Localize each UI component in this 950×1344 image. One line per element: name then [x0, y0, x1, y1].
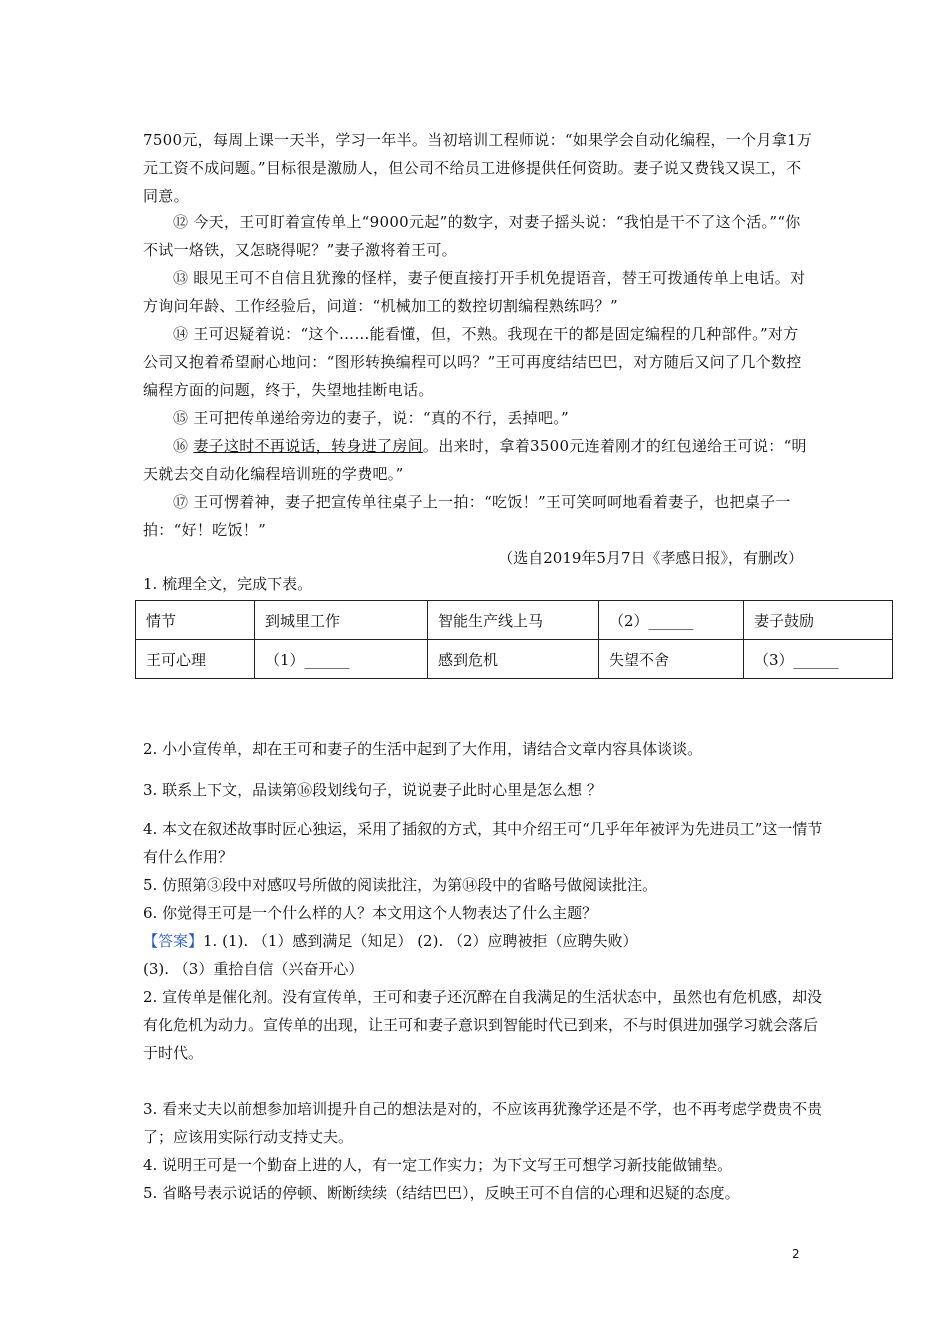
table-cell: （3）______	[744, 640, 893, 679]
table-cell: 妻子鼓励	[744, 601, 893, 640]
question-1: 1. 梳理全文，完成下表。	[143, 575, 313, 593]
table-cell: 王可心理	[136, 640, 255, 679]
question-4: 4. 本文在叙述故事时匠心独运，采用了插叙的方式，其中介绍王可“几乎年年被评为先进员工”这一情节有什么作用？	[143, 820, 823, 866]
answer-1-text: 1. (1). （1）感到满足（知足） (2). （2）应聘被拒（应聘失败）	[203, 932, 638, 950]
answer-1-line-1	[143, 927, 823, 955]
story-paragraph-12: ⑫ 今天，王可盯着宣传单上“9000元起”的数字，对妻子摇头说：“我怕是干不了这个活。”“你不试一烙铁，又怎晓得呢？”妻子激将着王可。	[143, 213, 801, 259]
story-paragraph-15: ⑮ 王可把传单递给旁边的妻子，说：“真的不行，丢掉吧。”	[173, 409, 570, 427]
table-cell: 感到危机	[428, 640, 599, 679]
question-2: 2. 小小宣传单，却在王可和妻子的生活中起到了大作用，请结合文章内容具体谈谈。	[143, 740, 703, 758]
answer-3: 3. 看来丈夫以前想参加培训提升自己的想法是对的，不应该再犹豫学还是不学，也不再考虑学费贵不贵了；应该用实际行动支持丈夫。	[143, 1100, 823, 1146]
table-row	[136, 601, 893, 640]
plot-table	[135, 600, 893, 679]
underlined-sentence: 妻子这时不再说话，转身进了房间	[193, 437, 423, 455]
page-number: 2	[792, 1247, 800, 1261]
table-cell: 情节	[136, 601, 255, 640]
table-cell: （1）______	[255, 640, 428, 679]
table-cell: （2）______	[599, 601, 744, 640]
story-paragraph-continued: 7500元，每周上课一天半，学习一年半。当初培训工程师说：“如果学会自动化编程，一个月拿1万元工资不成问题。”目标很是激励人，但公司不给员工进修提供任何资助。妻子说又费钱又误工，不同意。	[143, 131, 813, 205]
answer-tag: 【答案】	[143, 932, 204, 950]
paragraph-number: ⑯	[173, 437, 194, 455]
table-cell: 智能生产线上马	[428, 601, 599, 640]
paragraph-16-rest: 。出来时，拿着3500元连着刚才的红包递给王可说：“明天就去交自动化编程培训班的学费吧。”	[143, 437, 807, 483]
answer-2: 2. 宣传单是催化剂。没有宣传单，王可和妻子还沉醉在自我满足的生活状态中，虽然也有危机感，却没有化危机为动力。宣传单的出现，让王可和妻子意识到智能时代已到来，不与时俱进加强学习就会落后于时代。	[143, 988, 823, 1062]
question-6: 6. 你觉得王可是一个什么样的人？本文用这个人物表达了什么主题？	[143, 904, 598, 922]
table-cell: 失望不舍	[599, 640, 744, 679]
source-citation: （选自2019年5月7日《孝感日报》，有删改）	[498, 549, 803, 567]
story-paragraph-16	[143, 432, 813, 488]
question-5: 5. 仿照第③段中对感叹号所做的阅读批注，为第⑭段中的省略号做阅读批注。	[143, 876, 658, 894]
answer-5: 5. 省略号表示说话的停顿、断断续续（结结巴巴），反映王可不自信的心理和迟疑的态度。	[143, 1184, 740, 1202]
table-cell: 到城里工作	[255, 601, 428, 640]
story-paragraph-13: ⑬ 眼见王可不自信且犹豫的怪样，妻子便直接打开手机免提语音，替王可拨通传单上电话。对方询问年龄、工作经验后，问道：“机械加工的数控切割编程熟练吗？”	[143, 269, 806, 315]
table-row	[136, 640, 893, 679]
answer-1-line-2: (3). （3）重拾自信（兴奋开心）	[143, 960, 364, 978]
story-paragraph-14: ⑭ 王可迟疑着说：“这个……能看懂，但，不熟。我现在干的都是固定编程的几种部件。”对方公司又抱着希望耐心地问：“图形转换编程可以吗？”王可再度结结巴巴，对方随后又问了几个数控编程方面的问题，终于，失望地挂断电话。	[143, 325, 802, 399]
story-paragraph-17: ⑰ 王可愣着神，妻子把宣传单往桌子上一拍：“吃饭！”王可笑呵呵地看着妻子，也把桌子一拍：“好！吃饭！”	[143, 493, 791, 539]
question-3: 3. 联系上下文，品读第⑯段划线句子，说说妻子此时心里是怎么想 ？	[143, 781, 602, 799]
answer-4: 4. 说明王可是一个勤奋上进的人，有一定工作实力；为下文写王可想学习新技能做铺垫。	[143, 1156, 733, 1174]
